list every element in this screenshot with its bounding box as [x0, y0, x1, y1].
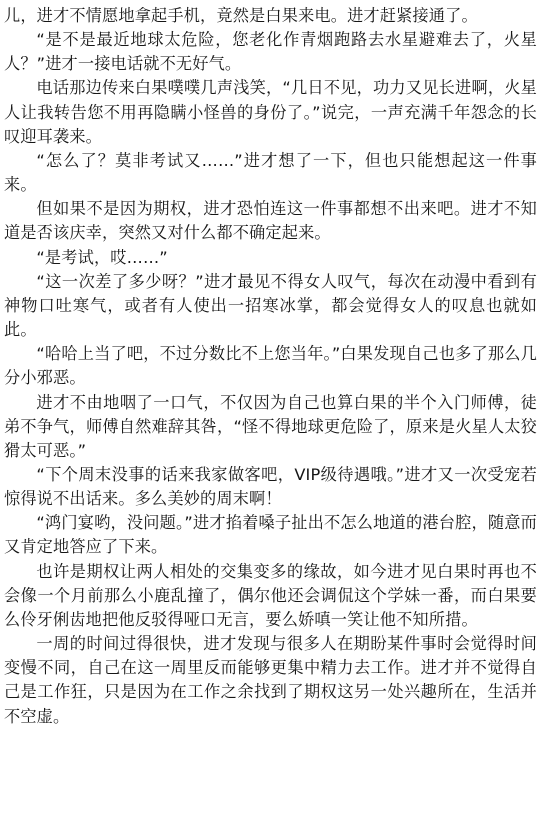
paragraph-5: 但如果不是因为期权，进才恐怕连这一件事都想不出来吧。进才不知道是否该庆幸，突然又对什么都不确定起来。	[4, 199, 537, 243]
paragraph-2: “是不是最近地球太危险，您老化作青烟跑路去水星避难去了，火星人？”进才一接电话就不无好气。	[4, 30, 537, 74]
paragraph-13: 一周的时间过得很快，进才发现与很多人在期盼某件事时会觉得时间变慢不同，自己在这一周里反而能够更集中精力去工作。进才并不觉得自己是工作狂，只是因为在工作之余找到了期权这另一处兴趣所在，生活并不空虚。	[4, 634, 537, 726]
paragraph-8: “哈哈上当了吧，不过分数比不上您当年。”白果发现自己也多了那么几分小邪恶。	[4, 344, 537, 388]
paragraph-1: 儿，进才不情愿地拿起手机，竟然是白果来电。进才赶紧接通了。	[4, 6, 478, 25]
paragraph-9: 进才不由地咽了一口气，不仅因为自己也算白果的半个入门师傅，徒弟不争气，师傅自然难辞其咎，“怪不得地球更危险了，原来是火星人太狡猾太可恶。”	[4, 392, 537, 460]
paragraph-7: “这一次差了多少呀？”进才最见不得女人叹气，每次在动漫中看到有神物口吐寒气，或者有人使出一招寒冰掌，都会觉得女人的叹息也就如此。	[4, 271, 537, 340]
paragraph-11: “鸿门宴哟，没问题。”进才掐着嗓子扯出不怎么地道的港台腔，随意而又肯定地答应了下来。	[4, 513, 537, 557]
paragraph-4: “怎么了？莫非考试又……”进才想了一下，但也只能想起这一件事来。	[4, 150, 537, 195]
paragraph-6: “是考试，哎……”	[36, 247, 168, 267]
paragraph-12: 也许是期权让两人相处的交集变多的缘故，如今进才见白果时再也不会像一个月前那么小鹿乱撞了，偶尔他还会调侃这个学妹一番，而白果要么伶牙俐齿地把他反驳得哑口无言，要么娇嗔一笑让他不知所措。	[4, 561, 537, 629]
paragraph-3: 电话那边传来白果噗噗几声浅笑，“几日不见，功力又见长进啊，火星人让我转告您不用再隐瞒小怪兽的身份了。”说完，一声充满千年怨念的长叹迎耳袭来。	[4, 78, 537, 146]
paragraph-10: “下个周末没事的话来我家做客吧，VIP级待遇哦。”进才又一次受宠若惊得说不出话来。多么美妙的周末啊！	[4, 464, 537, 509]
